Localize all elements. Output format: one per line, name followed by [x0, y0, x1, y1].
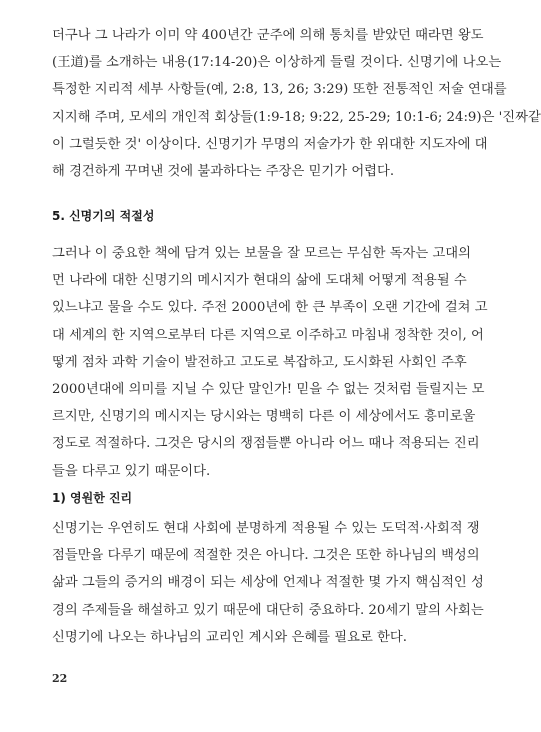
text-line: 떻게 점차 과학 기술이 발전하고 고도로 복잡하고, 도시화된 사회인 주후: [52, 354, 467, 370]
text-line: 있느냐고 물을 수도 있다. 주전 2000년에 한 큰 부족이 오랜 기간에 걸쳐 고: [52, 300, 488, 316]
paragraph-relevance: [52, 240, 488, 485]
text-line: 지지해 주며, 모세의 개인적 회상들(1:9-18; 9:22, 25-29; 10:1-6; 24:9)은 '진짜같: [52, 109, 541, 125]
section-heading: 5. 신명기의 적절성: [52, 209, 155, 223]
text-line: (王道)를 소개하는 내용(17:14-20)은 이상하게 들릴 것이다. 신명기에 나오는: [52, 55, 502, 71]
text-line: 해 경건하게 꾸며낸 것에 불과하다는 주장은 믿기가 어렵다.: [52, 164, 395, 180]
text-line: 삶과 그들의 증거의 배경이 되는 세상에 언제나 적절한 몇 가지 핵심적인 성: [52, 575, 484, 591]
text-line: 더구나 그 나라가 이미 약 400년간 군주에 의해 통치를 받았던 때라면 왕도: [52, 28, 484, 43]
text-line: 정도로 적절하다. 그것은 당시의 쟁점들뿐 아니라 어느 때나 적용되는 진리: [52, 436, 480, 452]
text-line: 그러나 이 중요한 책에 담겨 있는 보물을 잘 모르는 무심한 독자는 고대의: [52, 246, 471, 261]
text-line: 점들만을 다루기 때문에 적절한 것은 아니다. 그것은 또한 하나님의 백성의: [52, 548, 480, 564]
text-line: 특정한 지리적 세부 사항들(예, 2:8, 13, 26; 3:29) 또한 전통적인 저술 연대를: [52, 82, 507, 98]
text-line: 르지만, 신명기의 메시지는 당시와는 명백히 다른 이 세상에서도 흥미로울: [52, 409, 476, 425]
text-line: 신명기는 우연히도 현대 사회에 분명하게 적용될 수 있는 도덕적·사회적 쟁: [52, 521, 480, 536]
text-line: 이 그럴듯한 것' 이상이다. 신명기가 무명의 저술가가 한 위대한 지도자에 대: [52, 136, 488, 152]
text-line: 2000년대에 의미를 지닐 수 있단 말인가! 믿을 수 없는 것처럼 들릴지는 모: [52, 382, 485, 398]
subsection-heading: 1) 영원한 진리: [52, 491, 133, 505]
text-line: 들을 다루고 있기 때문이다.: [52, 463, 211, 479]
page-number: 22: [52, 672, 68, 685]
text-line: 먼 나라에 대한 신명기의 메시지가 현대의 삶에 도대체 어떻게 적용될 수: [52, 273, 467, 289]
text-line: 경의 주제들을 해설하고 있기 때문에 대단히 중요하다. 20세기 말의 사회는: [52, 602, 484, 618]
paragraph-authorship: [52, 22, 541, 185]
text-line: 신명기에 나오는 하나님의 교리인 계시와 은혜를 필요로 한다.: [52, 629, 407, 645]
paragraph-eternal-truth: [52, 515, 484, 651]
text-line: 대 세계의 한 지역으로부터 다른 지역으로 이주하고 마침내 정착한 것이, 어: [52, 327, 484, 343]
